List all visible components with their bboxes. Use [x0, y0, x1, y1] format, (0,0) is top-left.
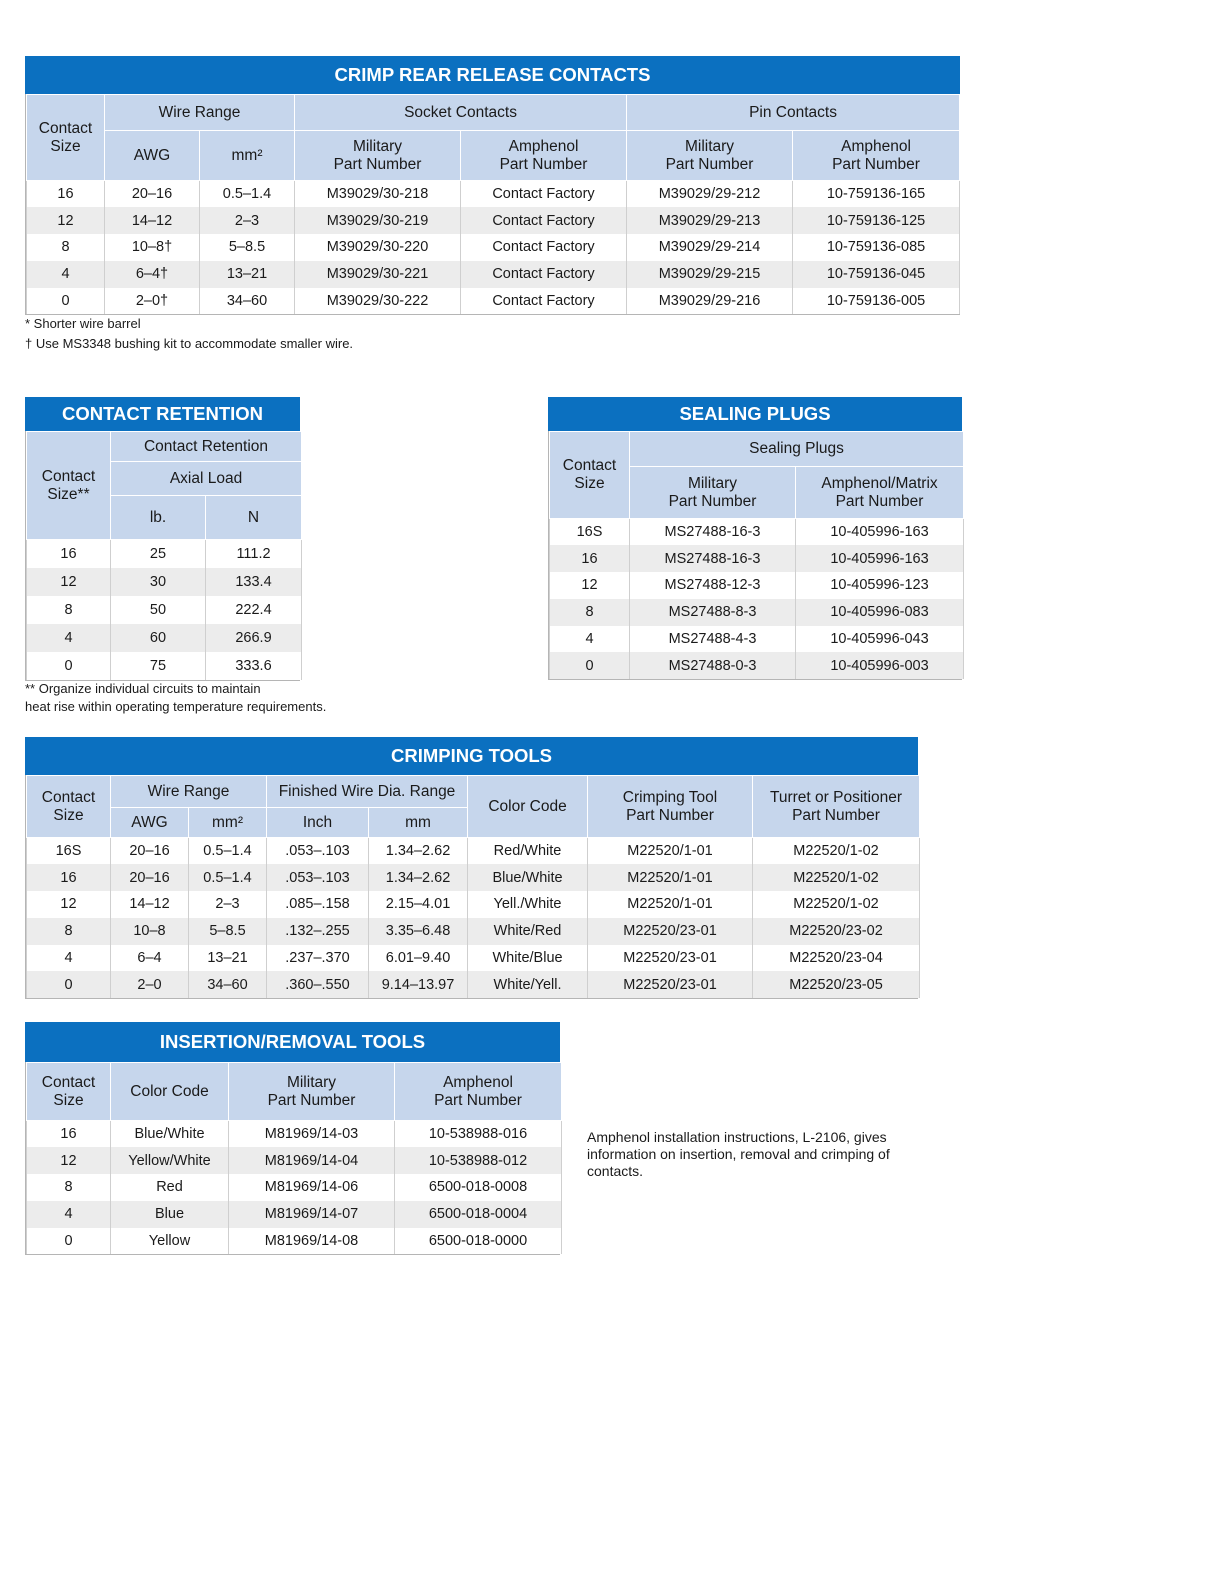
table-cell: Yellow/White [111, 1147, 229, 1174]
table-cell: M39029/30-219 [295, 207, 461, 234]
table-row [27, 1201, 562, 1228]
table-cell: 50 [111, 596, 206, 624]
table-cell: 9.14–13.97 [369, 971, 468, 998]
table-row [27, 568, 302, 596]
table-cell: .132–.255 [267, 918, 369, 945]
col-color-code: Color Code [111, 1063, 229, 1121]
sealing-table-title: SEALING PLUGS [548, 397, 962, 431]
table-cell: 10-405996-163 [796, 519, 964, 546]
table-cell: M22520/1-02 [753, 891, 920, 918]
table-cell: 0 [27, 971, 111, 998]
table-row [550, 519, 964, 546]
col-contact-retention: Contact Retention [111, 432, 302, 462]
table-cell: 4 [550, 626, 630, 653]
table-row [27, 864, 920, 891]
table-cell: Contact Factory [461, 181, 627, 208]
table-row [27, 1174, 562, 1201]
table-cell: 2–0 [111, 971, 189, 998]
table-cell: 0 [27, 288, 105, 315]
table-cell: 0 [550, 652, 630, 679]
table-cell: 10-405996-083 [796, 599, 964, 626]
col-military-pn: Military Part Number [229, 1063, 395, 1121]
table-cell: 10-405996-163 [796, 545, 964, 572]
table-cell: 13–21 [200, 261, 295, 288]
table-cell: 75 [111, 652, 206, 680]
table-cell: Yellow [111, 1228, 229, 1255]
table-cell: White/Yell. [468, 971, 588, 998]
table-cell: 10-405996-123 [796, 572, 964, 599]
col-turret-positioner-pn: Turret or Positioner Part Number [753, 776, 920, 838]
col-mm: mm [369, 808, 468, 838]
table-cell: 25 [111, 540, 206, 568]
table-cell: White/Red [468, 918, 588, 945]
insertion-table [26, 1062, 562, 1254]
table-cell: 34–60 [200, 288, 295, 315]
col-contact-size: Contact Size** [27, 432, 111, 540]
table-cell: 4 [27, 945, 111, 972]
table-cell: M39029/29-215 [627, 261, 793, 288]
table-row [27, 1121, 562, 1148]
table-cell: 0.5–1.4 [189, 864, 267, 891]
table-cell: 5–8.5 [189, 918, 267, 945]
col-color-code: Color Code [468, 776, 588, 838]
table-cell: 60 [111, 624, 206, 652]
table-row [27, 181, 960, 208]
table-cell: Red [111, 1174, 229, 1201]
installation-instructions-note: Amphenol installation instructions, L-2106, gives information on insertion, removal and crimping of contacts. [587, 1129, 890, 1179]
table-cell: .360–.550 [267, 971, 369, 998]
col-n: N [206, 496, 302, 540]
table-cell: 5–8.5 [200, 234, 295, 261]
table-cell: 2–0† [105, 288, 200, 315]
table-cell: 10-759136-125 [793, 207, 960, 234]
table-cell: 16 [27, 864, 111, 891]
table-cell: 4 [27, 261, 105, 288]
table-row [27, 234, 960, 261]
table-cell: M22520/23-02 [753, 918, 920, 945]
table-cell: 1.34–2.62 [369, 864, 468, 891]
table-cell: MS27488-12-3 [630, 572, 796, 599]
col-wire-range: Wire Range [111, 776, 267, 808]
table-cell: Contact Factory [461, 288, 627, 315]
table-cell: M39029/30-220 [295, 234, 461, 261]
table-cell: 6.01–9.40 [369, 945, 468, 972]
retention-table-body [27, 540, 302, 681]
table-cell: .053–.103 [267, 838, 369, 865]
col-wire-range: Wire Range [105, 95, 295, 131]
crimping-table-body [27, 838, 920, 999]
table-cell: MS27488-4-3 [630, 626, 796, 653]
table-cell: 0 [27, 652, 111, 680]
table-cell: 3.35–6.48 [369, 918, 468, 945]
table-cell: 16S [550, 519, 630, 546]
col-finished-wire-dia: Finished Wire Dia. Range [267, 776, 468, 808]
table-cell: 8 [27, 918, 111, 945]
table-cell: 13–21 [189, 945, 267, 972]
col-pin-amphenol-pn: Amphenol Part Number [793, 131, 960, 181]
table-cell: M22520/23-05 [753, 971, 920, 998]
crimp-table-title: CRIMP REAR RELEASE CONTACTS [25, 56, 960, 94]
retention-footnote-1: ** Organize individual circuits to maintain [25, 681, 261, 696]
table-cell: 8 [550, 599, 630, 626]
table-cell: MS27488-0-3 [630, 652, 796, 679]
col-military-pn: Military Part Number [630, 467, 796, 519]
crimping-table-title: CRIMPING TOOLS [25, 737, 918, 775]
table-cell: 10–8 [111, 918, 189, 945]
col-contact-size: Contact Size [27, 776, 111, 838]
table-cell: 14–12 [111, 891, 189, 918]
table-cell: 12 [27, 1147, 111, 1174]
table-cell: 6500-018-0004 [395, 1201, 562, 1228]
table-row [27, 971, 920, 998]
table-row [27, 1228, 562, 1255]
table-cell: 8 [27, 234, 105, 261]
table-cell: 16S [27, 838, 111, 865]
table-cell: 10-405996-043 [796, 626, 964, 653]
col-amphenol-matrix-pn: Amphenol/Matrix Part Number [796, 467, 964, 519]
table-row [27, 838, 920, 865]
table-cell: 222.4 [206, 596, 302, 624]
table-cell: 8 [27, 1174, 111, 1201]
table-cell: 2–3 [200, 207, 295, 234]
col-contact-size: Contact Size [550, 432, 630, 519]
table-cell: 12 [27, 207, 105, 234]
table-cell: M39029/30-222 [295, 288, 461, 315]
table-cell: 14–12 [105, 207, 200, 234]
table-cell: Blue/White [468, 864, 588, 891]
table-cell: 16 [550, 545, 630, 572]
table-cell: 2–3 [189, 891, 267, 918]
crimp-footnote-2: † Use MS3348 bushing kit to accommodate smaller wire. [25, 336, 354, 351]
table-row [550, 545, 964, 572]
table-cell: 0.5–1.4 [200, 181, 295, 208]
crimping-table [26, 775, 920, 998]
table-cell: M22520/1-01 [588, 838, 753, 865]
table-row [27, 261, 960, 288]
col-socket-military-pn: Military Part Number [295, 131, 461, 181]
col-lb: lb. [111, 496, 206, 540]
table-row [27, 891, 920, 918]
table-cell: .237–.370 [267, 945, 369, 972]
table-cell: White/Blue [468, 945, 588, 972]
table-cell: 12 [27, 568, 111, 596]
table-cell: 6500-018-0000 [395, 1228, 562, 1255]
table-cell: 12 [550, 572, 630, 599]
table-cell: M81969/14-03 [229, 1121, 395, 1148]
table-cell: M39029/29-212 [627, 181, 793, 208]
table-cell: .053–.103 [267, 864, 369, 891]
table-row [27, 624, 302, 652]
crimp-table [26, 94, 960, 314]
table-cell: 20–16 [111, 864, 189, 891]
table-cell: Blue [111, 1201, 229, 1228]
table-cell: 2.15–4.01 [369, 891, 468, 918]
col-mm2: mm² [189, 808, 267, 838]
table-cell: 10-538988-012 [395, 1147, 562, 1174]
col-amphenol-pn: Amphenol Part Number [395, 1063, 562, 1121]
table-cell: Yell./White [468, 891, 588, 918]
table-cell: 266.9 [206, 624, 302, 652]
table-cell: M81969/14-07 [229, 1201, 395, 1228]
table-cell: 10-759136-005 [793, 288, 960, 315]
table-cell: 4 [27, 624, 111, 652]
table-cell: 6–4 [111, 945, 189, 972]
table-cell: 16 [27, 181, 105, 208]
table-cell: M39029/29-216 [627, 288, 793, 315]
table-cell: Red/White [468, 838, 588, 865]
table-cell: M22520/23-01 [588, 918, 753, 945]
crimp-rear-release-section [25, 56, 960, 315]
insertion-table-body [27, 1121, 562, 1255]
table-cell: M39029/30-221 [295, 261, 461, 288]
table-cell: M22520/23-01 [588, 971, 753, 998]
table-cell: 30 [111, 568, 206, 596]
table-cell: M81969/14-06 [229, 1174, 395, 1201]
table-cell: M22520/1-01 [588, 891, 753, 918]
table-cell: 0 [27, 1228, 111, 1255]
table-cell: 1.34–2.62 [369, 838, 468, 865]
table-cell: Contact Factory [461, 261, 627, 288]
table-cell: 10-759136-165 [793, 181, 960, 208]
table-cell: M22520/1-02 [753, 838, 920, 865]
table-cell: 16 [27, 540, 111, 568]
col-axial-load: Axial Load [111, 462, 302, 496]
col-sealing-plugs: Sealing Plugs [630, 432, 964, 467]
col-pin-contacts: Pin Contacts [627, 95, 960, 131]
col-awg: AWG [111, 808, 189, 838]
table-cell: 10-759136-085 [793, 234, 960, 261]
retention-table [26, 431, 302, 680]
retention-table-title: CONTACT RETENTION [25, 397, 300, 431]
table-row [27, 652, 302, 680]
col-contact-size: Contact Size [27, 1063, 111, 1121]
table-cell: Blue/White [111, 1121, 229, 1148]
table-cell: M39029/29-213 [627, 207, 793, 234]
sealing-plugs-section [548, 397, 962, 680]
table-row [27, 596, 302, 624]
table-cell: M81969/14-08 [229, 1228, 395, 1255]
table-row [27, 945, 920, 972]
col-socket-contacts: Socket Contacts [295, 95, 627, 131]
insertion-table-title: INSERTION/REMOVAL TOOLS [25, 1022, 560, 1062]
table-row [550, 572, 964, 599]
table-cell: 333.6 [206, 652, 302, 680]
col-mm2: mm² [200, 131, 295, 181]
table-cell: 10-759136-045 [793, 261, 960, 288]
table-cell: Contact Factory [461, 207, 627, 234]
table-cell: 20–16 [111, 838, 189, 865]
crimping-tools-section [25, 737, 918, 999]
table-row [27, 1147, 562, 1174]
table-cell: M22520/1-02 [753, 864, 920, 891]
table-row [27, 918, 920, 945]
retention-footnote-2: heat rise within operating temperature requirements. [25, 699, 327, 714]
table-row [550, 599, 964, 626]
table-cell: M39029/29-214 [627, 234, 793, 261]
col-contact-size: Contact Size [27, 95, 105, 181]
table-cell: M22520/1-01 [588, 864, 753, 891]
table-row [27, 207, 960, 234]
table-cell: 20–16 [105, 181, 200, 208]
table-cell: 16 [27, 1121, 111, 1148]
table-cell: M81969/14-04 [229, 1147, 395, 1174]
table-cell: 4 [27, 1201, 111, 1228]
table-cell: 133.4 [206, 568, 302, 596]
table-cell: 0.5–1.4 [189, 838, 267, 865]
table-cell: 10-405996-003 [796, 652, 964, 679]
crimp-footnote-1: * Shorter wire barrel [25, 316, 141, 331]
contact-retention-section [25, 397, 300, 681]
sealing-table-body [550, 519, 964, 680]
table-cell: MS27488-16-3 [630, 545, 796, 572]
insertion-removal-section [25, 1022, 560, 1255]
table-cell: M39029/30-218 [295, 181, 461, 208]
sealing-table [549, 431, 964, 679]
col-pin-military-pn: Military Part Number [627, 131, 793, 181]
table-cell: M22520/23-04 [753, 945, 920, 972]
table-cell: 10–8† [105, 234, 200, 261]
col-crimping-tool-pn: Crimping Tool Part Number [588, 776, 753, 838]
table-cell: MS27488-16-3 [630, 519, 796, 546]
crimp-table-body [27, 181, 960, 315]
table-row [27, 540, 302, 568]
table-row [550, 652, 964, 679]
table-cell: Contact Factory [461, 234, 627, 261]
col-awg: AWG [105, 131, 200, 181]
table-row [27, 288, 960, 315]
table-cell: M22520/23-01 [588, 945, 753, 972]
table-cell: 34–60 [189, 971, 267, 998]
table-cell: 111.2 [206, 540, 302, 568]
table-cell: 12 [27, 891, 111, 918]
col-socket-amphenol-pn: Amphenol Part Number [461, 131, 627, 181]
table-cell: 8 [27, 596, 111, 624]
table-cell: 10-538988-016 [395, 1121, 562, 1148]
table-row [550, 626, 964, 653]
table-cell: MS27488-8-3 [630, 599, 796, 626]
table-cell: .085–.158 [267, 891, 369, 918]
table-cell: 6500-018-0008 [395, 1174, 562, 1201]
table-cell: 6–4† [105, 261, 200, 288]
col-inch: Inch [267, 808, 369, 838]
